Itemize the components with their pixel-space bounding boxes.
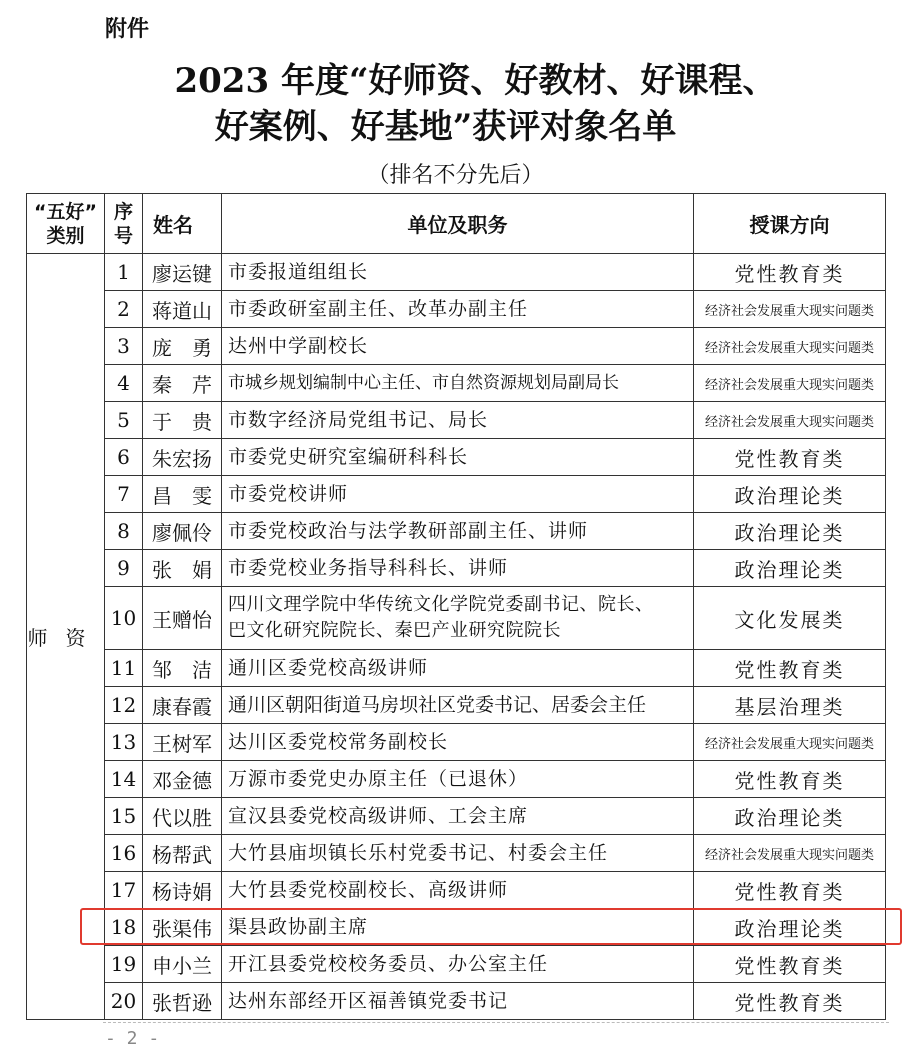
row-direction: 基层治理类 [694, 687, 886, 724]
row-seq: 14 [105, 761, 143, 798]
row-direction: 经济社会发展重大现实问题类 [694, 328, 886, 365]
row-direction: 党性教育类 [694, 439, 886, 476]
row-unit: 大竹县庙坝镇长乐村党委书记、村委会主任 [222, 835, 694, 872]
row-direction: 政治理论类 [694, 476, 886, 513]
category-cell: 师资 [27, 254, 105, 1020]
row-name: 于 贵 [143, 402, 222, 439]
row-name: 王赠怡 [143, 587, 222, 650]
row-seq: 15 [105, 798, 143, 835]
row-direction: 党性教育类 [694, 872, 886, 909]
row-unit: 市数字经济局党组书记、局长 [222, 402, 694, 439]
row-unit: 达州中学副校长 [222, 328, 694, 365]
row-unit [222, 587, 694, 650]
row-unit: 市委党校讲师 [222, 476, 694, 513]
row-direction: 党性教育类 [694, 983, 886, 1020]
row-direction: 党性教育类 [694, 650, 886, 687]
header-category-line1: “五好” [34, 200, 97, 223]
row-unit: 市城乡规划编制中心主任、市自然资源规划局副局长 [222, 365, 694, 402]
table-header-row [27, 194, 886, 254]
table-row [27, 946, 886, 983]
row-direction: 经济社会发展重大现实问题类 [694, 365, 886, 402]
row-seq: 11 [105, 650, 143, 687]
row-seq: 2 [105, 291, 143, 328]
row-name: 廖运键 [143, 254, 222, 291]
row-seq: 9 [105, 550, 143, 587]
row-direction: 政治理论类 [694, 798, 886, 835]
page-number: - 2 - [105, 1028, 160, 1049]
row-name: 代以胜 [143, 798, 222, 835]
row-name: 朱宏扬 [143, 439, 222, 476]
row-seq: 6 [105, 439, 143, 476]
table-row [27, 724, 886, 761]
header-name: 姓名 [143, 194, 222, 254]
row-direction: 经济社会发展重大现实问题类 [694, 724, 886, 761]
table-row [27, 687, 886, 724]
table-row [27, 550, 886, 587]
table-row [27, 328, 886, 365]
table-row [27, 254, 886, 291]
row-name: 杨诗娟 [143, 872, 222, 909]
table-row [27, 476, 886, 513]
row-seq: 19 [105, 946, 143, 983]
awardees-table [26, 193, 886, 1020]
row-unit: 市委政研室副主任、改革办副主任 [222, 291, 694, 328]
row-direction: 经济社会发展重大现实问题类 [694, 835, 886, 872]
document-title-line2: 好案例、好基地”获评对象名单 [214, 107, 677, 147]
header-direction: 授课方向 [694, 194, 886, 254]
row-name: 庞 勇 [143, 328, 222, 365]
table-row [27, 439, 886, 476]
header-seq-line2: 号 [113, 224, 133, 247]
page-divider [103, 1022, 889, 1023]
row-seq: 20 [105, 983, 143, 1020]
row-name: 邹 洁 [143, 650, 222, 687]
row-name: 张 娟 [143, 550, 222, 587]
table-row [27, 365, 886, 402]
table-row [27, 291, 886, 328]
table-row [27, 402, 886, 439]
row-unit: 万源市委党史办原主任（已退休） [222, 761, 694, 798]
row-direction: 政治理论类 [694, 550, 886, 587]
row-name: 廖佩伶 [143, 513, 222, 550]
row-seq: 3 [105, 328, 143, 365]
row-unit: 通川区委党校高级讲师 [222, 650, 694, 687]
row-seq: 7 [105, 476, 143, 513]
attachment-label: 附件 [105, 17, 150, 42]
row-direction: 政治理论类 [694, 909, 886, 946]
row-unit: 开江县委党校校务委员、办公室主任 [222, 946, 694, 983]
row-unit: 达川区委党校常务副校长 [222, 724, 694, 761]
header-seq [105, 194, 143, 254]
row-seq: 18 [105, 909, 143, 946]
row-direction: 经济社会发展重大现实问题类 [694, 402, 886, 439]
row-name: 昌 雯 [143, 476, 222, 513]
row-direction: 政治理论类 [694, 513, 886, 550]
row-name: 王树军 [143, 724, 222, 761]
row-unit: 渠县政协副主席 [222, 909, 694, 946]
row-seq: 12 [105, 687, 143, 724]
row-name: 杨帮武 [143, 835, 222, 872]
row-name: 秦 芹 [143, 365, 222, 402]
table-row [27, 513, 886, 550]
table-row [27, 761, 886, 798]
row-name: 张渠伟 [143, 909, 222, 946]
row-unit: 大竹县委党校副校长、高级讲师 [222, 872, 694, 909]
row-unit-line1: 四川文理学院中华传统文化学院党委副书记、院长、 [228, 594, 654, 615]
table-row [27, 587, 886, 650]
table-row [27, 650, 886, 687]
row-name: 张哲逊 [143, 983, 222, 1020]
row-unit: 达州东部经开区福善镇党委书记 [222, 983, 694, 1020]
header-seq-line1: 序 [113, 200, 133, 223]
row-unit-line2: 巴文化研究院院长、秦巴产业研究院院长 [228, 620, 561, 641]
table-row [27, 798, 886, 835]
row-unit: 市委报道组组长 [222, 254, 694, 291]
row-highlight-box [80, 908, 902, 945]
row-unit: 通川区朝阳街道马房坝社区党委书记、居委会主任 [222, 687, 694, 724]
row-seq: 16 [105, 835, 143, 872]
table-row [27, 983, 886, 1020]
row-unit: 市委党校政治与法学教研部副主任、讲师 [222, 513, 694, 550]
document-title-line1: 2023 年度“好师资、好教材、好课程、 [174, 61, 777, 101]
header-unit: 单位及职务 [222, 194, 694, 254]
row-name: 邓金德 [143, 761, 222, 798]
row-seq: 4 [105, 365, 143, 402]
row-seq: 10 [105, 587, 143, 650]
row-direction: 党性教育类 [694, 946, 886, 983]
table-row [27, 872, 886, 909]
table-row [27, 835, 886, 872]
row-seq: 13 [105, 724, 143, 761]
document-subtitle: （排名不分先后） [367, 163, 544, 188]
row-direction: 文化发展类 [694, 587, 886, 650]
row-name: 康春霞 [143, 687, 222, 724]
header-category-line2: 类别 [46, 224, 85, 247]
row-name: 蒋道山 [143, 291, 222, 328]
row-unit: 市委党校业务指导科科长、讲师 [222, 550, 694, 587]
row-seq: 8 [105, 513, 143, 550]
row-seq: 1 [105, 254, 143, 291]
row-unit: 市委党史研究室编研科科长 [222, 439, 694, 476]
row-direction: 党性教育类 [694, 254, 886, 291]
row-direction: 经济社会发展重大现实问题类 [694, 291, 886, 328]
header-category [27, 194, 105, 254]
row-direction: 党性教育类 [694, 761, 886, 798]
row-unit: 宣汉县委党校高级讲师、工会主席 [222, 798, 694, 835]
row-seq: 5 [105, 402, 143, 439]
row-name: 申小兰 [143, 946, 222, 983]
row-seq: 17 [105, 872, 143, 909]
